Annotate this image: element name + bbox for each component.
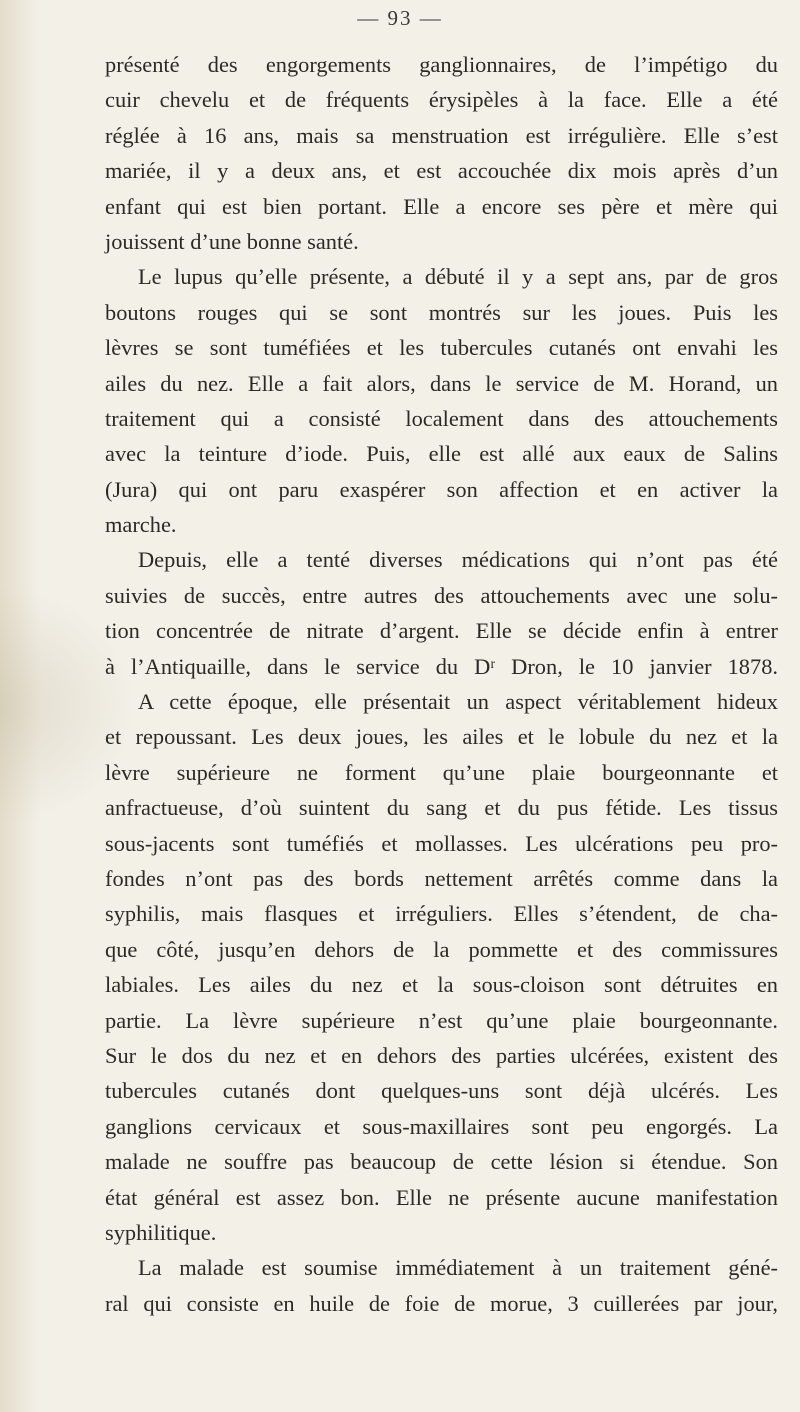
text-line: partie. La lèvre supérieure n’est qu’une plaie bourgeonnante. bbox=[105, 1007, 778, 1033]
text-line: suivies de succès, entre autres des attouchements avec une solu- bbox=[105, 582, 778, 608]
text-line: ganglions cervicaux et sous-maxillaires sont peu engorgés. La bbox=[105, 1113, 778, 1139]
text-line: présenté des engorgements ganglionnaires, de l’impétigo du bbox=[105, 52, 778, 77]
text-line: ailes du nez. Elle a fait alors, dans le service de M. Horand, un bbox=[105, 370, 778, 396]
text-line: jouissent d’une bonne santé. bbox=[105, 228, 359, 254]
text-line: lèvre supérieure ne forment qu’une plaie bourgeonnante et bbox=[105, 759, 778, 785]
text-line: mariée, il y a deux ans, et est accouchée dix mois après d’un bbox=[105, 158, 778, 184]
text-line: réglée à 16 ans, mais sa menstruation est irrégulière. Elle s’est bbox=[105, 122, 778, 148]
text-line: marche. bbox=[105, 512, 177, 538]
text-line: A cette époque, elle présentait un aspect véritablement hideux bbox=[138, 689, 778, 715]
text-line: anfractueuse, d’où suintent du sang et du pus fétide. Les tissus bbox=[105, 795, 778, 821]
text-line: tubercules cutanés dont quelques-uns sont déjà ulcérés. Les bbox=[105, 1078, 778, 1104]
text-line: labiales. Les ailes du nez et la sous-cloison sont détruites en bbox=[105, 972, 778, 998]
text-line: syphilis, mais flasques et irréguliers. Elles s’étendent, de cha- bbox=[105, 901, 778, 927]
text-line: boutons rouges qui se sont montrés sur les joues. Puis les bbox=[105, 299, 778, 325]
text-line: état général est assez bon. Elle ne présente aucune manifestation bbox=[105, 1184, 778, 1210]
text-line: enfant qui est bien portant. Elle a encore ses père et mère qui bbox=[105, 193, 778, 219]
text-line: fondes n’ont pas des bords nettement arrêtés comme dans la bbox=[105, 865, 778, 891]
body-text bbox=[105, 47, 778, 1321]
text-line: (Jura) qui ont paru exaspérer son affection et en activer la bbox=[105, 476, 778, 502]
text-line: Le lupus qu’elle présente, a débuté il y a sept ans, par de gros bbox=[138, 264, 778, 290]
text-line: lèvres se sont tuméfiées et les tubercules cutanés ont envahi les bbox=[105, 335, 778, 361]
text-line: cuir chevelu et de fréquents érysipèles à la face. Elle a été bbox=[105, 87, 778, 113]
text-line: que côté, jusqu’en dehors de la pommette et des commissures bbox=[105, 936, 778, 962]
text-line: à l’Antiquaille, dans le service du Dʳ Dron, le 10 janvier 1878. bbox=[105, 653, 778, 679]
page-number: — 93 — bbox=[357, 6, 443, 30]
text-line: Depuis, elle a tenté diverses médications qui n’ont pas été bbox=[138, 547, 778, 573]
text-line: sous-jacents sont tuméfiés et mollasses. Les ulcérations peu pro- bbox=[105, 830, 778, 856]
text-line: ral qui consiste en huile de foie de morue, 3 cuillerées par jour, bbox=[105, 1290, 778, 1316]
text-line: malade ne souffre pas beaucoup de cette lésion si étendue. Son bbox=[105, 1149, 778, 1175]
text-line: et repoussant. Les deux joues, les ailes et le lobule du nez et la bbox=[105, 724, 778, 750]
text-line: tion concentrée de nitrate d’argent. Elle se décide enfin à entrer bbox=[105, 618, 778, 644]
text-line: Sur le dos du nez et en dehors des parties ulcérées, existent des bbox=[105, 1042, 778, 1068]
text-line: traitement qui a consisté localement dans des attouchements bbox=[105, 405, 778, 431]
text-line: syphilitique. bbox=[105, 1219, 217, 1245]
text-line: avec la teinture d’iode. Puis, elle est allé aux eaux de Salins bbox=[105, 441, 778, 467]
text-line: La malade est soumise immédiatement à un traitement géné- bbox=[138, 1255, 778, 1281]
